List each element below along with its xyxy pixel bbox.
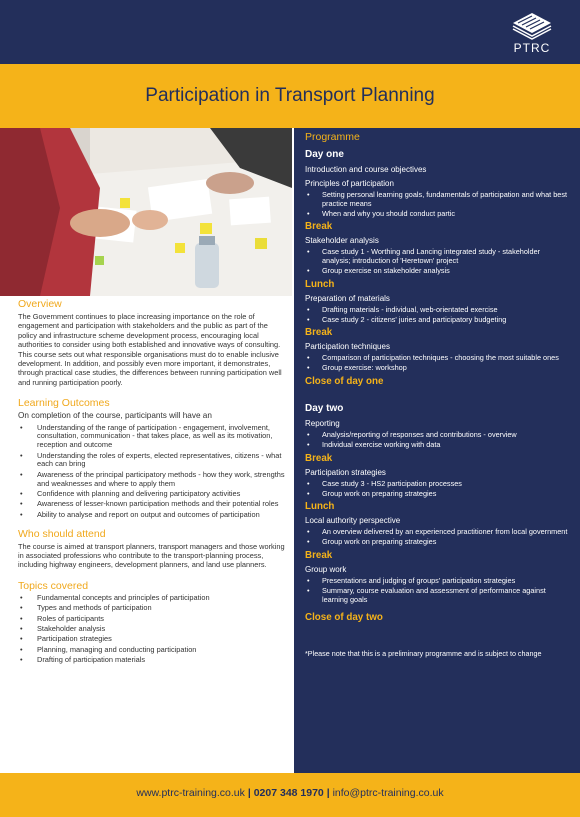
list-item: • Setting personal learning goals, fundamentals of participation and what best practice means: [305, 191, 570, 208]
workshop-photo: [0, 128, 292, 296]
who-should-attend-text: The course is aimed at transport planners, transport managers and those working in associated professions who contribute to the transport-planning process, including highway engineers, development planners, and land use planners.: [18, 541, 285, 570]
list-item: • Participation strategies: [18, 635, 286, 644]
list-item: • Stakeholder analysis: [18, 625, 286, 634]
phone-number[interactable]: 0207 348 1970: [253, 787, 324, 799]
separator: |: [326, 787, 330, 799]
list-item: • Summary, course evaluation and assessment of performance against learning goals: [305, 587, 570, 604]
session-title: Introduction and course objectives: [305, 165, 427, 174]
day-one-heading: Day one: [305, 149, 344, 160]
list-item: • Group exercise on stakeholder analysis: [305, 267, 570, 276]
lunch-label: Lunch: [305, 501, 335, 513]
list-item: • Fundamental concepts and principles of participation: [18, 594, 286, 603]
list-item: • Group exercise: workshop: [305, 364, 570, 373]
session-title: Participation techniques: [305, 342, 390, 352]
overview-text: The Government continues to place increasing importance on the role of engagement and participation with stakeholders and the public as part of the policy and infrastructure scheme development process, encouraging local authorities to consider using both established and innovative ways of consulting. This course sets out what responsible organisations must do to enable inclusive development. In addition, and possibly even more important, it demonstrates, through practical case studies, the differences between running participation well and running participation poorly.: [18, 312, 282, 387]
list-item: • Planning, managing and conducting participation: [18, 646, 286, 655]
topics-list: [18, 594, 286, 665]
list-item: • Drafting of participation materials: [18, 656, 286, 665]
email-link[interactable]: info@ptrc-training.co.uk: [332, 787, 444, 799]
session-list: [305, 306, 570, 325]
session-title: Reporting: [305, 418, 340, 428]
list-item: • Ability to analyse and report on output and outcomes of participation: [18, 511, 286, 520]
who-should-attend-section: [18, 528, 286, 570]
day-two-heading: Day two: [305, 402, 344, 414]
list-item: • Drafting materials - individual, web-orientated exercise: [305, 306, 570, 315]
list-item: • Individual exercise working with data: [305, 441, 570, 450]
break-label: Break: [305, 327, 333, 339]
programme-heading: Programme: [305, 131, 360, 143]
logo-text: PTRC: [513, 41, 551, 55]
session-list: [305, 480, 570, 499]
list-item: • Awareness of the principal participatory methods - how they work, strengths and weaknesses and where to apply them: [18, 471, 286, 489]
logo-icon: [512, 12, 552, 40]
left-column: [18, 298, 286, 667]
lunch-label: Lunch: [305, 278, 335, 290]
list-item: • Awareness of lesser-known participation methods and their potential roles: [18, 500, 286, 509]
session-list: [305, 577, 570, 604]
list-item: • Roles of participants: [18, 615, 286, 624]
session-title: Preparation of materials: [305, 293, 390, 303]
session-list: [305, 354, 570, 373]
list-item: • Comparison of participation techniques - choosing the most suitable ones: [305, 354, 570, 363]
learning-outcomes-section: [18, 397, 286, 519]
learning-outcomes-heading: Learning Outcomes: [18, 397, 110, 410]
separator: |: [247, 787, 251, 799]
session-title: Participation strategies: [305, 467, 386, 477]
session-title: Group work: [305, 565, 347, 574]
programme-panel: [294, 128, 580, 773]
list-item: • Case study 1 - Worthing and Lancing integrated study - stakeholder analysis; introduction of 'Heretown' project: [305, 248, 570, 265]
list-item: • Case study 3 - HS2 participation processes: [305, 480, 570, 489]
close-day-one: Close of day one: [305, 375, 384, 387]
list-item: • Analysis/reporting of responses and contributions - overview: [305, 431, 570, 440]
list-item: • Case study 2 - citizens' juries and participatory budgeting: [305, 316, 570, 325]
learning-outcomes-intro: On completion of the course, participants will have an: [18, 411, 212, 421]
close-day-two: Close of day two: [305, 612, 383, 624]
list-item: • Group work on preparing strategies: [305, 538, 570, 547]
session-list: [305, 191, 570, 218]
list-item: • An overview delivered by an experienced practitioner from local government: [305, 528, 570, 537]
list-item: • Understanding the roles of experts, elected representatives, citizens - what each can bring: [18, 452, 286, 470]
session-title: Stakeholder analysis: [305, 236, 379, 246]
ptrc-logo: [502, 12, 562, 55]
footer-bar: [0, 773, 580, 817]
list-item: • Types and methods of participation: [18, 604, 286, 613]
overview-section: [18, 298, 286, 387]
list-item: • When and why you should conduct partic: [305, 210, 570, 219]
session-list: [305, 528, 570, 547]
topics-section: [18, 580, 286, 665]
session-title: Principles of participation: [305, 179, 394, 188]
website-link[interactable]: www.ptrc-training.co.uk: [136, 787, 245, 799]
page-title: Participation in Transport Planning: [145, 85, 435, 106]
list-item: • Group work on preparing strategies: [305, 490, 570, 499]
list-item: • Presentations and judging of groups' participation strategies: [305, 577, 570, 586]
list-item: • Confidence with planning and delivering participatory activities: [18, 490, 286, 499]
programme-note: *Please note that this is a preliminary programme and is subject to change: [305, 649, 542, 659]
session-title: Local authority perspective: [305, 516, 401, 526]
overview-heading: Overview: [18, 298, 62, 310]
header-bar: [0, 0, 580, 64]
who-should-attend-heading: Who should attend: [18, 527, 106, 540]
title-bar: [0, 64, 580, 128]
break-label: Break: [305, 221, 333, 233]
topics-heading: Topics covered: [18, 579, 89, 592]
break-label: Break: [305, 550, 333, 561]
session-list: [305, 248, 570, 275]
learning-outcomes-list: [18, 424, 286, 520]
list-item: • Understanding of the range of participation - engagement, involvement, consultation, communication - that takes place, as well as its motivation, reception and outcome: [18, 424, 286, 450]
session-list: [305, 431, 570, 450]
break-label: Break: [305, 452, 333, 464]
